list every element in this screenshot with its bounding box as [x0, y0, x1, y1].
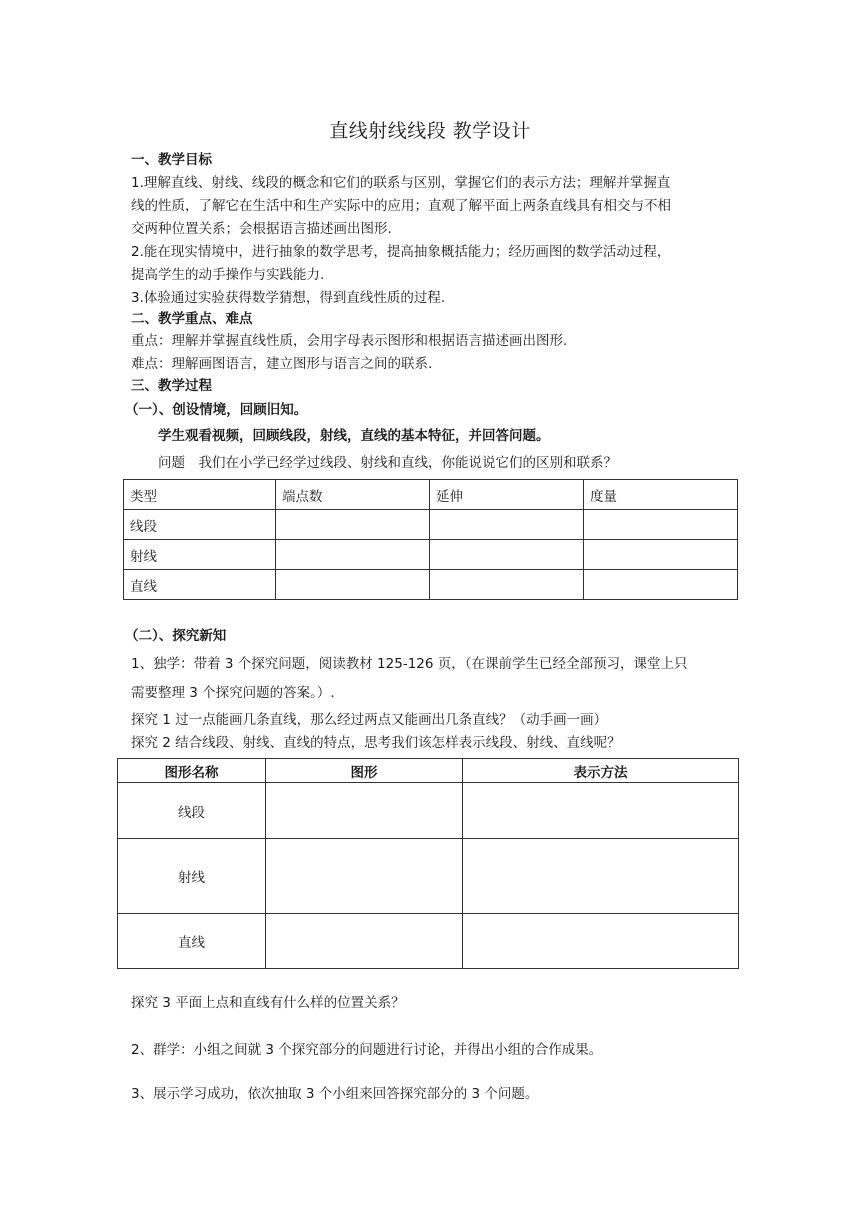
row-label: 射线	[124, 540, 276, 570]
empty-cell	[266, 783, 463, 839]
empty-cell	[266, 914, 463, 969]
empty-cell	[266, 839, 463, 914]
document-title: 直线射线线段 教学设计	[329, 120, 531, 142]
objective-1-line-1: 1.理解直线、射线、线段的概念和它们的联系与区别，掌握它们的表示方法；理解并掌握直	[131, 175, 671, 191]
row-label: 线段	[118, 783, 266, 839]
table-header-cell: 表示方法	[463, 759, 739, 783]
subsection-heading-2: （二）、探究新知	[125, 628, 227, 644]
step-2-text: 2、群学：小组之间就 3 个探究部分的问题进行讨论，并得出小组的合作成果。	[131, 1042, 603, 1058]
objective-2-line-2: 提高学生的动手操作与实践能力.	[131, 267, 325, 283]
step-1-line-1: 1、独学：带着 3 个探究问题，阅读教材 125-126 页，（在课前学生已经全部预习，课堂上只	[131, 656, 688, 672]
table-header-row	[118, 759, 739, 783]
row-label: 直线	[124, 570, 276, 600]
empty-cell	[276, 570, 430, 600]
empty-cell	[463, 839, 739, 914]
explore-1-text: 探究 1 过一点能画几条直线，那么经过两点又能画出几条直线？（动手画一画）	[131, 712, 608, 728]
table-row	[124, 570, 738, 600]
table-header-cell: 度量	[584, 480, 738, 510]
question-text: 问题 我们在小学已经学过线段、射线和直线，你能说说它们的区别和联系？	[158, 455, 617, 471]
step-1-line-2: 需要整理 3 个探究问题的答案。）.	[131, 685, 335, 701]
representation-table	[117, 758, 739, 969]
key-point-text: 重点：理解并掌握直线性质，会用字母表示图形和根据语言描述画出图形.	[131, 333, 568, 349]
objective-3: 3.体验通过实验获得数学猜想，得到直线性质的过程.	[131, 290, 446, 306]
objective-2-line-1: 2.能在现实情境中，进行抽象的数学思考，提高抽象概括能力；经历画图的数学活动过程，	[131, 244, 671, 260]
table-row	[124, 510, 738, 540]
objective-1-line-3: 交两种位置关系；会根据语言描述画出图形.	[131, 221, 392, 237]
explore-3-text: 探究 3 平面上点和直线有什么样的位置关系？	[131, 995, 405, 1011]
section-heading-process: 三、教学过程	[131, 378, 212, 394]
table-row	[118, 783, 739, 839]
empty-cell	[430, 570, 584, 600]
step-3-text: 3、展示学习成功，依次抽取 3 个小组来回答探究部分的 3 个问题。	[131, 1086, 539, 1102]
objective-1-line-2: 线的性质，了解它在生活中和生产实际中的应用；直观了解平面上两条直线具有相交与不相	[131, 198, 671, 214]
table-row	[118, 839, 739, 914]
table-row	[124, 540, 738, 570]
section-heading-objectives: 一、教学目标	[131, 152, 212, 168]
empty-cell	[276, 540, 430, 570]
table-header-row	[124, 480, 738, 510]
table-header-cell: 图形名称	[118, 759, 266, 783]
table-header-cell: 端点数	[276, 480, 430, 510]
table-header-cell: 类型	[124, 480, 276, 510]
table-header-cell: 图形	[266, 759, 463, 783]
empty-cell	[584, 540, 738, 570]
empty-cell	[430, 540, 584, 570]
explore-2-text: 探究 2 结合线段、射线、直线的特点，思考我们该怎样表示线段、射线、直线呢？	[131, 735, 621, 751]
row-label: 直线	[118, 914, 266, 969]
empty-cell	[430, 510, 584, 540]
subsection-heading-1: （一）、创设情境，回顾旧知。	[125, 402, 308, 418]
row-label: 射线	[118, 839, 266, 914]
row-label: 线段	[124, 510, 276, 540]
empty-cell	[584, 570, 738, 600]
section-heading-key-points: 二、教学重点、难点	[131, 311, 253, 327]
comparison-table	[123, 479, 738, 600]
empty-cell	[463, 914, 739, 969]
empty-cell	[276, 510, 430, 540]
empty-cell	[463, 783, 739, 839]
table-row	[118, 914, 739, 969]
empty-cell	[584, 510, 738, 540]
difficult-point-text: 难点：理解画图语言，建立图形与语言之间的联系.	[131, 356, 433, 372]
table-header-cell: 延伸	[430, 480, 584, 510]
student-task-text: 学生观看视频，回顾线段，射线，直线的基本特征，并回答问题。	[158, 428, 550, 444]
